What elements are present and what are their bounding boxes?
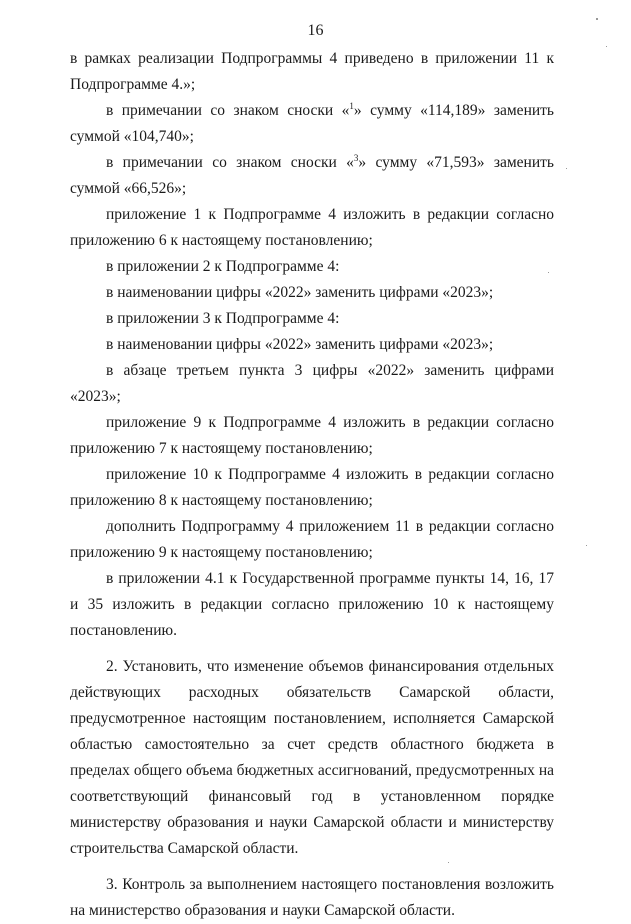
footnote-marker: 1	[349, 100, 354, 111]
page-number: 16	[307, 22, 324, 39]
paragraph-section-3: 3. Контроль за выполнением настоящего постановления возложить на министерство образования и науки Самарской области.	[70, 876, 554, 919]
paragraph: приложение 9 к Подпрограмме 4 изложить в редакции согласно приложению 7 к настоящему постановлению;	[70, 414, 554, 457]
footnote-text-post: » сумму «114,189» заменить суммой «104,740»;	[70, 102, 554, 145]
paragraph-footnote-3	[70, 150, 554, 202]
footnote-text-pre: в примечании со знаком сноски «	[106, 154, 354, 171]
scan-speck	[586, 545, 587, 546]
footnote-text-post: » сумму «71,593» заменить суммой «66,526»;	[70, 154, 554, 197]
paragraph: в наименовании цифры «2022» заменить цифрами «2023»;	[106, 284, 494, 301]
paragraph-section-2: 2. Установить, что изменение объемов финансирования отдельных действующих расходных обязательств Самарской области, предусмотренное настоящим постановлением, исполняется Самарской областью самостоятельно за счет средств областного бюджета в пределах общего объема бюджетных ассигнований, предусмотренных на соответствующий финансовый год в установленном порядке министерству образования и науки Самарской области и министерству строительства Самарской области.	[70, 658, 554, 857]
paragraph: дополнить Подпрограмму 4 приложением 11 в редакции согласно приложению 9 к настоящему постановлению;	[70, 518, 554, 561]
scan-speck	[596, 18, 598, 20]
document-body	[70, 46, 554, 924]
footnote-marker: 3	[353, 152, 359, 163]
paragraph-continuation: в рамках реализации Подпрограммы 4 приведено в приложении 11 к Подпрограмме 4.»;	[70, 50, 554, 93]
paragraph: в приложении 2 к Подпрограмме 4:	[106, 258, 340, 275]
paragraph-footnote-1	[70, 98, 554, 150]
paragraph: в приложении 3 к Подпрограмме 4:	[106, 310, 340, 327]
paragraph: в наименовании цифры «2022» заменить цифрами «2023»;	[106, 336, 494, 353]
paragraph: приложение 1 к Подпрограмме 4 изложить в редакции согласно приложению 6 к настоящему постановлению;	[70, 206, 554, 249]
paragraph: в приложении 4.1 к Государственной программе пункты 14, 16, 17 и 35 изложить в редакции согласно приложению 10 к настоящему постановлению.	[70, 570, 554, 639]
paragraph: приложение 10 к Подпрограмме 4 изложить в редакции согласно приложению 8 к настоящему постановлению;	[70, 466, 554, 509]
footnote-text-pre: в примечании со знаком сноски «	[106, 102, 350, 119]
scan-speck	[566, 168, 567, 169]
scan-speck	[448, 862, 449, 863]
scan-speck	[606, 46, 607, 47]
paragraph: в абзаце третьем пункта 3 цифры «2022» заменить цифрами «2023»;	[70, 362, 554, 405]
scan-speck	[548, 272, 549, 273]
